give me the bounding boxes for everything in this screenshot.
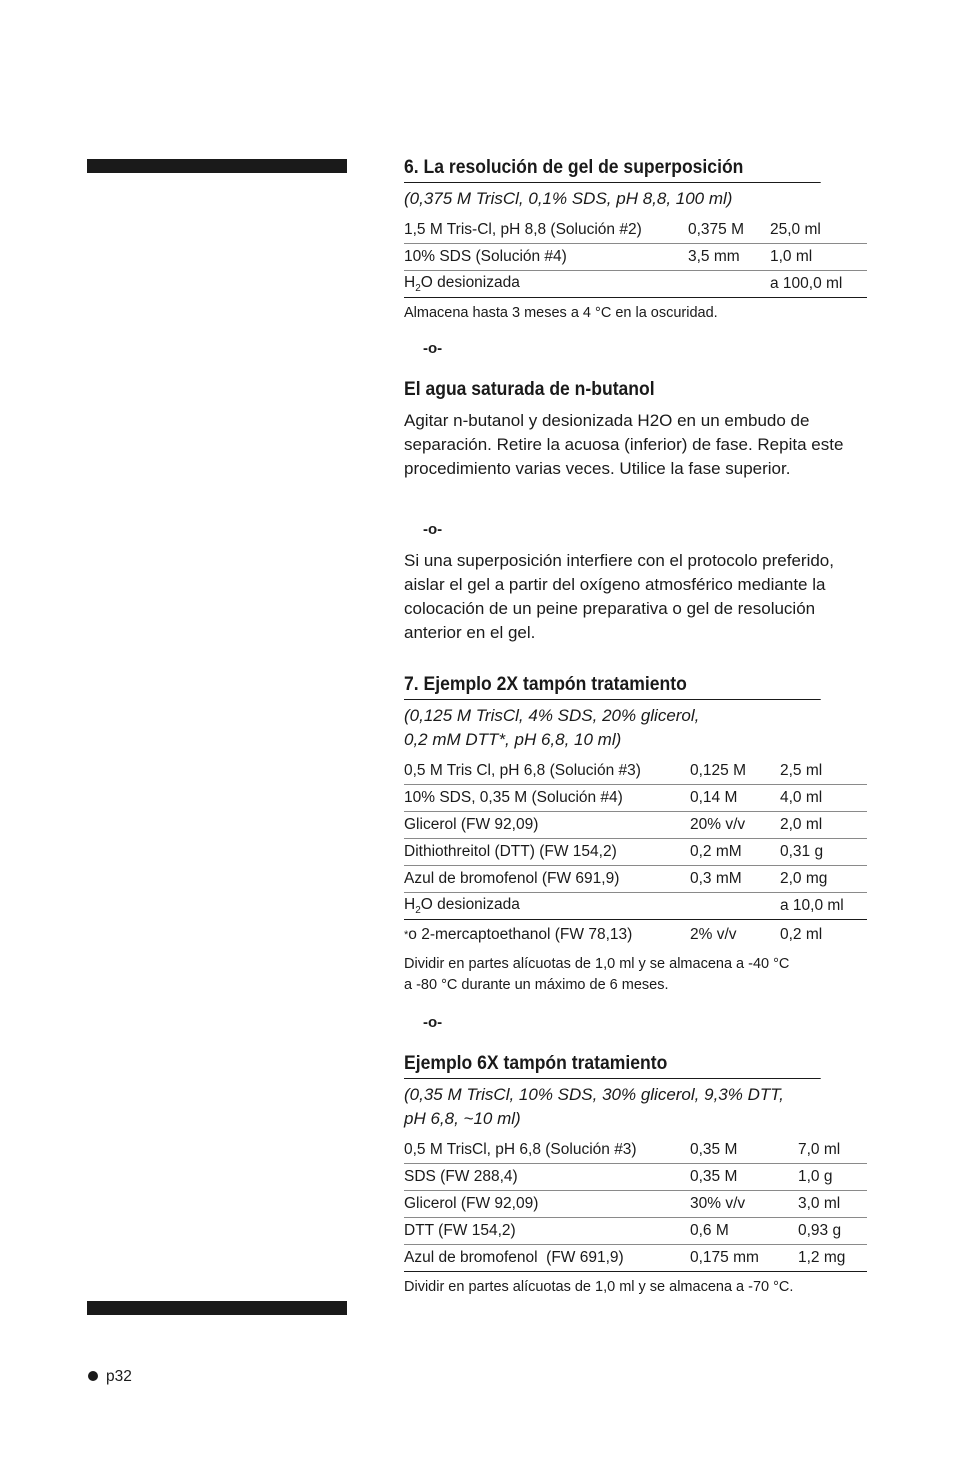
bullet-icon <box>88 1371 98 1381</box>
table-row <box>404 1191 867 1218</box>
cell-reagent: Glicerol (FW 92,09) <box>404 812 690 839</box>
table-row <box>404 244 867 271</box>
water-label: O desionizada <box>420 274 520 291</box>
section-6x-note: Dividir en partes alícuotas de 1,0 ml y se almacena a -70 °C. <box>404 1279 794 1295</box>
cell-concentration: 0,35 M <box>690 1137 798 1164</box>
cell-concentration: 0,6 M <box>690 1218 798 1245</box>
section-7-note-line2: a -80 °C durante un máximo de 6 meses. <box>404 977 669 994</box>
table-row <box>404 1137 867 1164</box>
section-7-extra-table <box>404 922 867 948</box>
cell-amount: 4,0 ml <box>780 785 867 812</box>
cell-reagent: SDS (FW 288,4) <box>404 1164 690 1191</box>
cell-concentration: 2% v/v <box>690 926 737 944</box>
separator-mark: -o- <box>423 1014 443 1031</box>
butanol-section <box>404 377 867 481</box>
table-row <box>404 839 867 866</box>
section-6 <box>404 155 867 324</box>
cell-amount: 0,31 g <box>780 839 867 866</box>
table-row <box>404 271 867 298</box>
section-6-title: 6. La resolución de gel de superposición <box>404 155 821 183</box>
section-6x-subtitle-line2: pH 6,8, ~10 ml) <box>404 1109 521 1128</box>
cell-amount: 0,93 g <box>798 1218 867 1245</box>
butanol-paragraph-2: Si una superposición interfiere con el protocolo preferido, aislar el gel a partir del oxígeno atmosférico mediante la colocación de un peine preparativa o gel de resolución anterior en el gel. <box>404 551 834 642</box>
section-7-subtitle-line1: (0,125 M TrisCl, 4% SDS, 20% glicerol, <box>404 706 700 725</box>
separator-mark: -o- <box>423 340 443 357</box>
cell-amount: a 10,0 ml <box>780 893 867 920</box>
cell-concentration: 0,2 mM <box>690 839 780 866</box>
table-row <box>404 893 867 920</box>
h-label: H <box>404 274 416 291</box>
section-7-table <box>404 758 867 920</box>
cell-reagent: 0,5 M TrisCl, pH 6,8 (Solución #3) <box>404 1137 690 1164</box>
cell-amount: 7,0 ml <box>798 1137 867 1164</box>
cell-amount: 2,5 ml <box>780 758 867 785</box>
cell-concentration <box>690 893 780 920</box>
cell-concentration: 0,3 mM <box>690 866 780 893</box>
cell-concentration: 0,35 M <box>690 1164 798 1191</box>
decorative-bar-bottom <box>87 1301 347 1315</box>
table-row <box>404 866 867 893</box>
cell-reagent: DTT (FW 154,2) <box>404 1218 690 1245</box>
table-row <box>404 812 867 839</box>
cell-reagent <box>404 893 690 920</box>
cell-concentration: 0,125 M <box>690 758 780 785</box>
table-row <box>404 922 867 948</box>
cell-reagent: 0,5 M Tris Cl, pH 6,8 (Solución #3) <box>404 758 690 785</box>
section-7-subtitle-line2: 0,2 mM DTT*, pH 6,8, 10 ml) <box>404 730 622 749</box>
table-row <box>404 758 867 785</box>
cell-concentration: 0,14 M <box>690 785 780 812</box>
table-row <box>404 1245 867 1272</box>
cell-concentration: 0,375 M <box>688 217 770 244</box>
cell-concentration: 30% v/v <box>690 1191 798 1218</box>
cell-amount: 0,2 ml <box>780 926 823 944</box>
section-6x <box>404 1051 867 1298</box>
cell-amount: 25,0 ml <box>770 217 867 244</box>
section-6-table <box>404 217 867 298</box>
separator-1 <box>404 340 867 358</box>
cell-reagent <box>404 271 688 298</box>
subscript: 2 <box>415 283 421 295</box>
separator-2 <box>404 521 867 539</box>
page-number-label: p32 <box>106 1368 132 1385</box>
cell-reagent <box>404 922 690 948</box>
cell-concentration: 20% v/v <box>690 812 780 839</box>
cell-amount: 3,0 ml <box>798 1191 867 1218</box>
section-6x-table <box>404 1137 867 1272</box>
table-row <box>404 785 867 812</box>
section-7-note-line1: Dividir en partes alícuotas de 1,0 ml y se almacena a -40 °C <box>404 956 790 973</box>
page-number <box>88 1368 132 1386</box>
h-label: H <box>404 896 416 913</box>
reagent-label: o 2-mercaptoethanol (FW 78,13) <box>408 926 633 944</box>
cell-amount: 1,2 mg <box>798 1245 867 1272</box>
cell-reagent: Azul de bromofenol (FW 691,9) <box>404 1245 690 1272</box>
cell-amount: 1,0 ml <box>770 244 867 271</box>
table-row <box>404 217 867 244</box>
cell-amount: 2,0 mg <box>780 866 867 893</box>
cell-concentration: 3,5 mm <box>688 244 770 271</box>
cell-reagent: Glicerol (FW 92,09) <box>404 1191 690 1218</box>
butanol-paragraph-2-block <box>404 549 867 645</box>
decorative-bar-top <box>87 159 347 173</box>
cell-reagent: 1,5 M Tris-Cl, pH 8,8 (Solución #2) <box>404 217 688 244</box>
butanol-paragraph-1: Agitar n-butanol y desionizada H2O en un embudo de separación. Retire la acuosa (inferior) de fase. Repita este procedimiento varias veces. Utilice la fase superior. <box>404 411 844 478</box>
section-7-title: 7. Ejemplo 2X tampón tratamiento <box>404 672 821 700</box>
section-6-note: Almacena hasta 3 meses a 4 °C en la oscuridad. <box>404 305 718 322</box>
table-row <box>404 1164 867 1191</box>
cell-reagent: 10% SDS (Solución #4) <box>404 244 688 271</box>
cell-reagent: 10% SDS, 0,35 M (Solución #4) <box>404 785 690 812</box>
cell-concentration: 0,175 mm <box>690 1245 798 1272</box>
footnote-star: * <box>404 929 409 942</box>
water-label: O desionizada <box>420 896 520 913</box>
cell-amount: a 100,0 ml <box>770 271 867 298</box>
section-6x-subtitle-line1: (0,35 M TrisCl, 10% SDS, 30% glicerol, 9,3% DTT, <box>404 1085 784 1104</box>
section-6x-title: Ejemplo 6X tampón tratamiento <box>404 1051 821 1079</box>
butanol-title: El agua saturada de n-butanol <box>404 378 655 400</box>
section-7 <box>404 672 867 996</box>
cell-amount: 1,0 g <box>798 1164 867 1191</box>
table-row <box>404 1218 867 1245</box>
cell-reagent: Dithiothreitol (DTT) (FW 154,2) <box>404 839 690 866</box>
separator-3 <box>404 1014 867 1032</box>
separator-mark: -o- <box>423 521 443 538</box>
cell-amount: 2,0 ml <box>780 812 867 839</box>
cell-concentration <box>688 271 770 298</box>
subscript: 2 <box>415 905 421 917</box>
section-6-subtitle: (0,375 M TrisCl, 0,1% SDS, pH 8,8, 100 ml) <box>404 189 733 208</box>
cell-reagent: Azul de bromofenol (FW 691,9) <box>404 866 690 893</box>
